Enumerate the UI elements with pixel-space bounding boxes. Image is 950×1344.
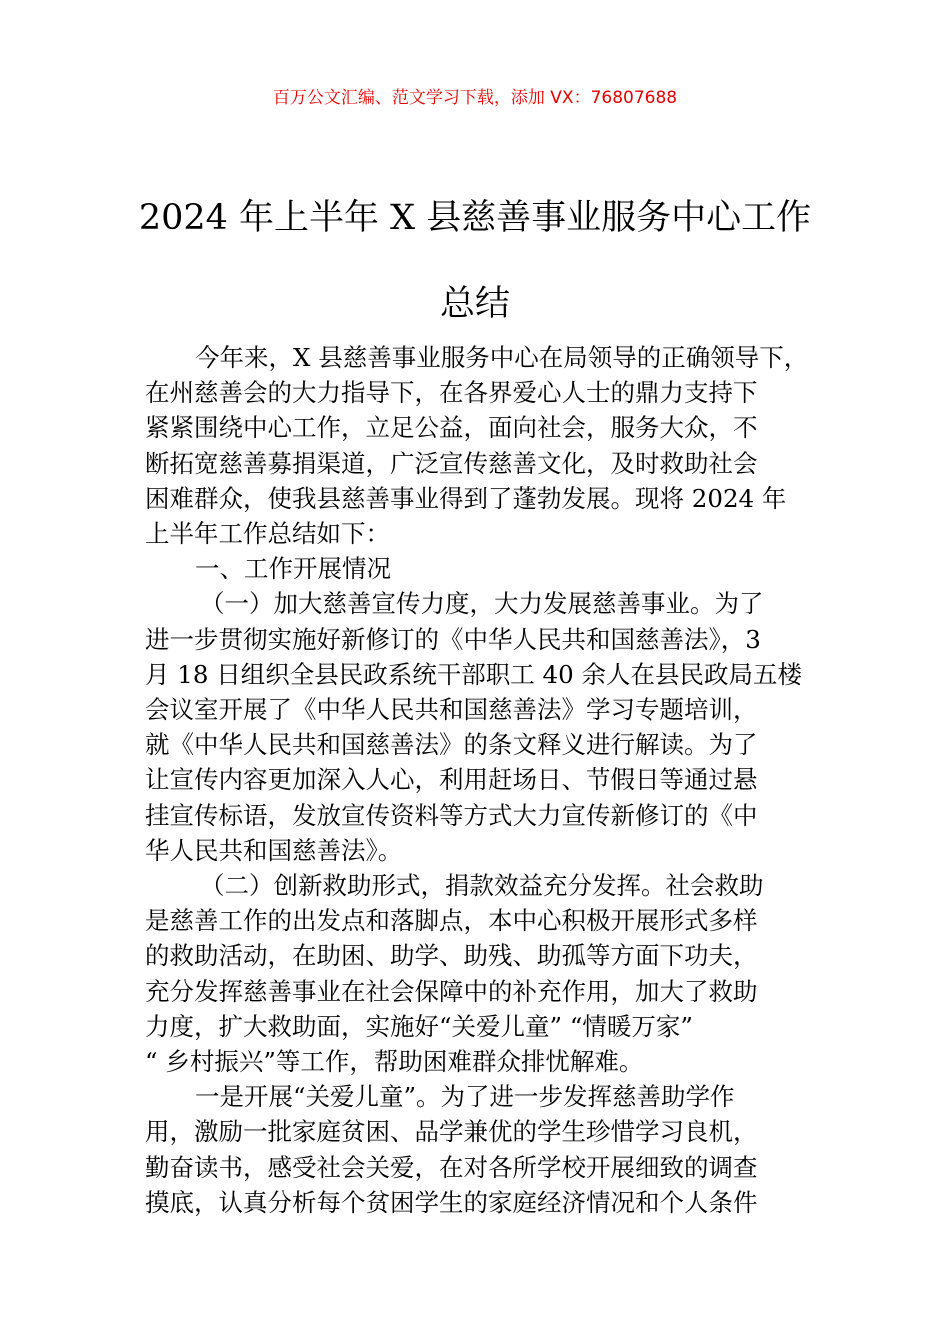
title-line-2: 总结 — [439, 284, 510, 324]
body-line: 力度，扩大救助面，实施好“关爱儿童” “情暖万家” — [145, 1011, 693, 1041]
body-line: 进一步贯彻实施好新修订的《中华人民共和国慈善法》，3 — [145, 624, 761, 654]
body-line: 勤奋读书，感受社会关爱，在对各所学校开展细致的调查 — [145, 1152, 758, 1182]
body-line: 上半年工作总结如下： — [145, 519, 390, 549]
body-line: 是慈善工作的出发点和落脚点，本中心积极开展形式多样 — [145, 906, 758, 936]
body-line: 摸底，认真分析每个贫困学生的家庭经济情况和个人条件 — [145, 1187, 758, 1217]
body-line: 就《中华人民共和国慈善法》的条文释义进行解读。为了 — [145, 730, 758, 760]
watermark-banner: 百万公文汇编、范文学习下载，添加 VX：76807688 — [272, 88, 678, 108]
subsection-heading: （一）加大慈善宣传力度，大力发展慈善事业。为了 — [200, 589, 764, 619]
section-heading: 一、工作开展情况 — [195, 554, 391, 584]
body-line: 会议室开展了《中华人民共和国慈善法》学习专题培训， — [145, 695, 758, 725]
body-line: 困难群众，使我县慈善事业得到了蓬勃发展。现将 2024 年 — [145, 483, 787, 513]
body-line: 紧紧围绕中心工作，立足公益，面向社会，服务大众，不 — [145, 413, 758, 443]
body-line: 一是开展“关爱儿童”。为了进一步发挥慈善助学作 — [195, 1082, 735, 1112]
title-line-1: 2024 年上半年 X 县慈善事业服务中心工作 — [138, 198, 812, 238]
body-line: 充分发挥慈善事业在社会保障中的补充作用，加大了救助 — [145, 976, 758, 1006]
body-line: 断拓宽慈善募捐渠道，广泛宣传慈善文化，及时救助社会 — [145, 448, 758, 478]
body-line: “ 乡村振兴”等工作，帮助困难群众排忧解难。 — [145, 1047, 644, 1077]
body-line: 今年来，X 县慈善事业服务中心在局领导的正确领导下， — [195, 343, 809, 372]
document-title — [80, 175, 870, 347]
body-line: 华人民共和国慈善法》。 — [145, 835, 403, 865]
body-line: 让宣传内容更加深入人心，利用赶场日、节假日等通过悬 — [145, 765, 758, 795]
body-line: 用，激励一批家庭贫困、品学兼优的学生珍惜学习良机， — [145, 1117, 758, 1147]
body-line: 挂宣传标语，发放宣传资料等方式大力宣传新修订的《中 — [145, 800, 758, 830]
body-line: 月 18 日组织全县民政系统干部职工 40 余人在县民政局五楼 — [145, 659, 802, 689]
body-line: 在州慈善会的大力指导下，在各界爱心人士的鼎力支持下 — [145, 378, 758, 408]
document-body — [145, 340, 809, 1220]
body-line: 的救助活动，在助困、助学、助残、助孤等方面下功夫， — [145, 941, 758, 971]
subsection-heading: （二）创新救助形式，捐款效益充分发挥。社会救助 — [200, 871, 764, 901]
